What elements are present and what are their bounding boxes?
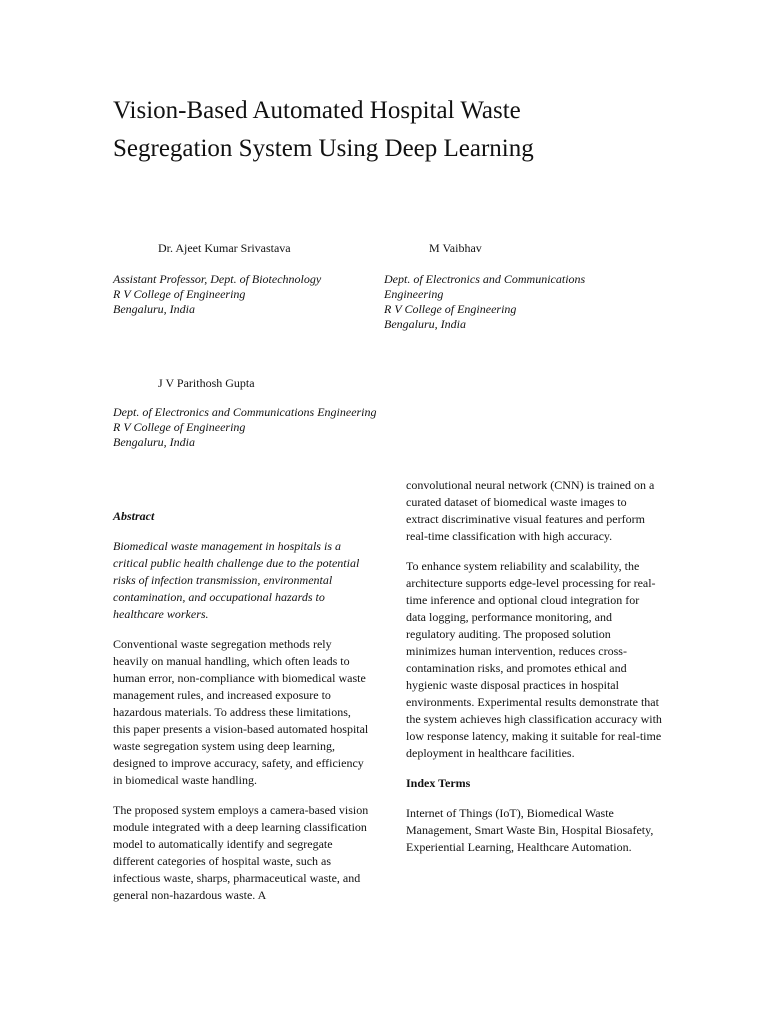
author-affiliation-2 (384, 272, 585, 332)
affiliation-line: Engineering (384, 287, 444, 301)
paper-title-line-1: Vision-Based Automated Hospital Waste (113, 97, 521, 124)
author-affiliation-1 (113, 272, 321, 317)
affiliation-line: Dept. of Electronics and Communications Engineering (113, 405, 377, 419)
abstract-heading: Abstract (113, 509, 155, 523)
index-terms-heading: Index Terms (406, 776, 471, 790)
affiliation-line: Dept. of Electronics and Communications (384, 272, 586, 286)
affiliation-line: R V College of Engineering (113, 420, 246, 434)
abstract-paragraph-2: The proposed system employs a camera-based vision module integrated with a deep learning classification model to automatically identify and segregate different categories of hospital waste, such as infectious waste, sharps, pharmaceutical waste, and general non-hazardous waste. A (113, 803, 369, 902)
paper-title (113, 92, 673, 168)
author-name-2: M Vaibhav (429, 241, 482, 255)
affiliation-line: Bengaluru, India (113, 435, 195, 449)
author-affiliation-3 (113, 405, 377, 450)
author-name-3: J V Parithosh Gupta (158, 376, 255, 390)
affiliation-line: Bengaluru, India (384, 317, 466, 331)
index-terms-text: Internet of Things (IoT), Biomedical Waste Management, Smart Waste Bin, Hospital Biosafety, Experiential Learning, Healthcare Automation. (406, 806, 654, 854)
affiliation-line: Assistant Professor, Dept. of Biotechnology (113, 272, 322, 286)
left-column (113, 508, 369, 917)
affiliation-line: Bengaluru, India (113, 302, 195, 316)
author-name-1: Dr. Ajeet Kumar Srivastava (158, 241, 291, 255)
affiliation-line: R V College of Engineering (384, 302, 517, 316)
abstract-paragraph-4: To enhance system reliability and scalability, the architecture supports edge-level processing for real-time inference and optional cloud integration for data logging, performance monitoring, and regulatory auditing. The proposed solution minimizes human intervention, reduces cross-contamination risks, and promotes ethical and hygienic waste disposal practices in hospital environments. Experimental results demonstrate that the system achieves high classification accuracy with low response latency, making it suitable for real-time deployment in healthcare facilities. (406, 559, 662, 760)
right-column (406, 477, 662, 869)
affiliation-line: R V College of Engineering (113, 287, 246, 301)
abstract-paragraph-3: convolutional neural network (CNN) is trained on a curated dataset of biomedical waste images to extract discriminative visual features and perform real-time classification with high accuracy. (406, 478, 655, 543)
paper-title-line-2: Segregation System Using Deep Learning (113, 135, 534, 162)
abstract-paragraph-1: Conventional waste segregation methods rely heavily on manual handling, which often leads to human error, non-compliance with biomedical waste management rules, and increased exposure to hazardous materials. To address these limitations, this paper presents a vision-based automated hospital waste segregation system using deep learning, designed to improve accuracy, safety, and efficiency in biomedical waste handling. (113, 637, 369, 787)
abstract-intro: Biomedical waste management in hospitals is a critical public health challenge due to the potential risks of infection transmission, environmental contamination, and occupational hazards to healthcare workers. (113, 539, 360, 621)
